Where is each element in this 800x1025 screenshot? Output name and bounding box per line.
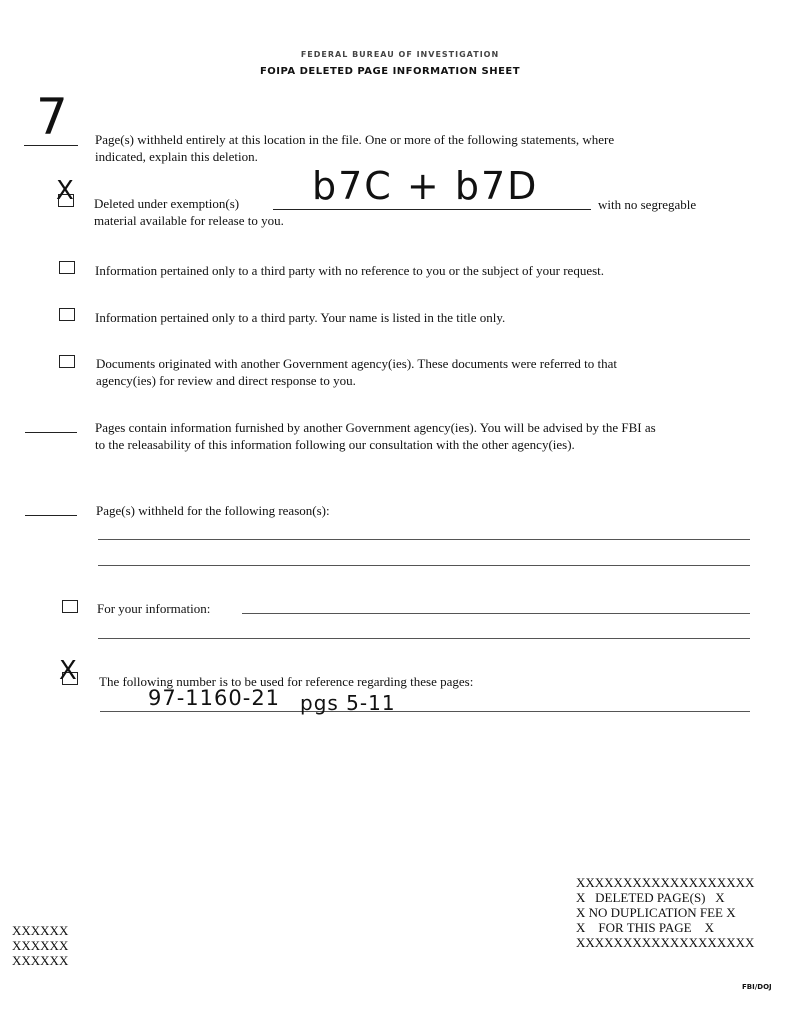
for-your-info-checkbox[interactable] (62, 600, 78, 613)
third-party-checkbox[interactable] (59, 261, 75, 274)
intro-text-line1: Page(s) withheld entirely at this location in the file. One or more of the following statements, where (95, 132, 615, 147)
reference-check-mark: X (59, 656, 77, 686)
stamp-line3: X NO DUPLICATION FEE X (576, 905, 736, 920)
form-title: FOIPA DELETED PAGE INFORMATION SHEET (259, 66, 521, 77)
withheld-reasons-line2[interactable] (98, 565, 750, 566)
deleted-page-stamp (576, 875, 754, 950)
third-party-title-checkbox[interactable] (59, 308, 75, 321)
furnished-count-line (25, 432, 77, 433)
furnished-line1: Pages contain information furnished by another Government agency(ies). You will be advised by the FBI as (95, 420, 656, 435)
reference-label: The following number is to be used for reference regarding these pages: (99, 674, 474, 689)
reference-handwritten-pages: pgs 5-11 (300, 691, 396, 715)
other-agency-line2: agency(ies) for review and direct response to you. (96, 373, 356, 388)
footer-code: FBI/DOJ (742, 983, 772, 991)
for-your-info-label: For your information: (97, 601, 211, 616)
other-agency-line1: Documents originated with another Government agency(ies). These documents were referred to that (96, 356, 618, 371)
exemptions-handwritten-value: b7C + b7D (312, 164, 539, 208)
left-x-line: XXXXXX (12, 923, 69, 938)
left-x-block (12, 923, 68, 968)
other-agency-checkbox[interactable] (59, 355, 75, 368)
furnished-line2: to the releasability of this information following our consultation with the other agency(ies). (95, 437, 575, 452)
agency-header: FEDERAL BUREAU OF INVESTIGATION (300, 50, 500, 59)
left-x-line: XXXXXX (12, 938, 69, 953)
left-x-line: XXXXXX (12, 953, 69, 968)
stamp-line5: XXXXXXXXXXXXXXXXXXX (576, 935, 755, 950)
exemptions-blank-line (273, 209, 591, 210)
for-your-info-line1[interactable] (242, 613, 750, 614)
stamp-line1: XXXXXXXXXXXXXXXXXXX (576, 875, 755, 890)
page-count-line (24, 145, 78, 146)
for-your-info-line2[interactable] (98, 638, 750, 639)
withheld-count-line (25, 515, 77, 516)
intro-text-line2: indicated, explain this deletion. (95, 149, 258, 164)
exemptions-check-mark: X (56, 176, 74, 206)
exemptions-prefix: Deleted under exemption(s) (94, 196, 240, 211)
exemptions-suffix: with no segregable (598, 197, 697, 212)
third-party-text: Information pertained only to a third party with no reference to you or the subject of your request. (95, 263, 605, 278)
withheld-reasons-label: Page(s) withheld for the following reason(s): (96, 503, 330, 518)
withheld-reasons-line1[interactable] (98, 539, 750, 540)
reference-line (100, 711, 750, 712)
stamp-line2: X DELETED PAGE(S) X (576, 890, 725, 905)
page-count-handwritten: 7 (36, 88, 68, 146)
third-party-title-text: Information pertained only to a third party. Your name is listed in the title only. (95, 310, 506, 325)
exemptions-line2: material available for release to you. (94, 213, 284, 228)
reference-handwritten-number: 97-1160-21 (148, 686, 281, 710)
stamp-line4: X FOR THIS PAGE X (576, 920, 714, 935)
